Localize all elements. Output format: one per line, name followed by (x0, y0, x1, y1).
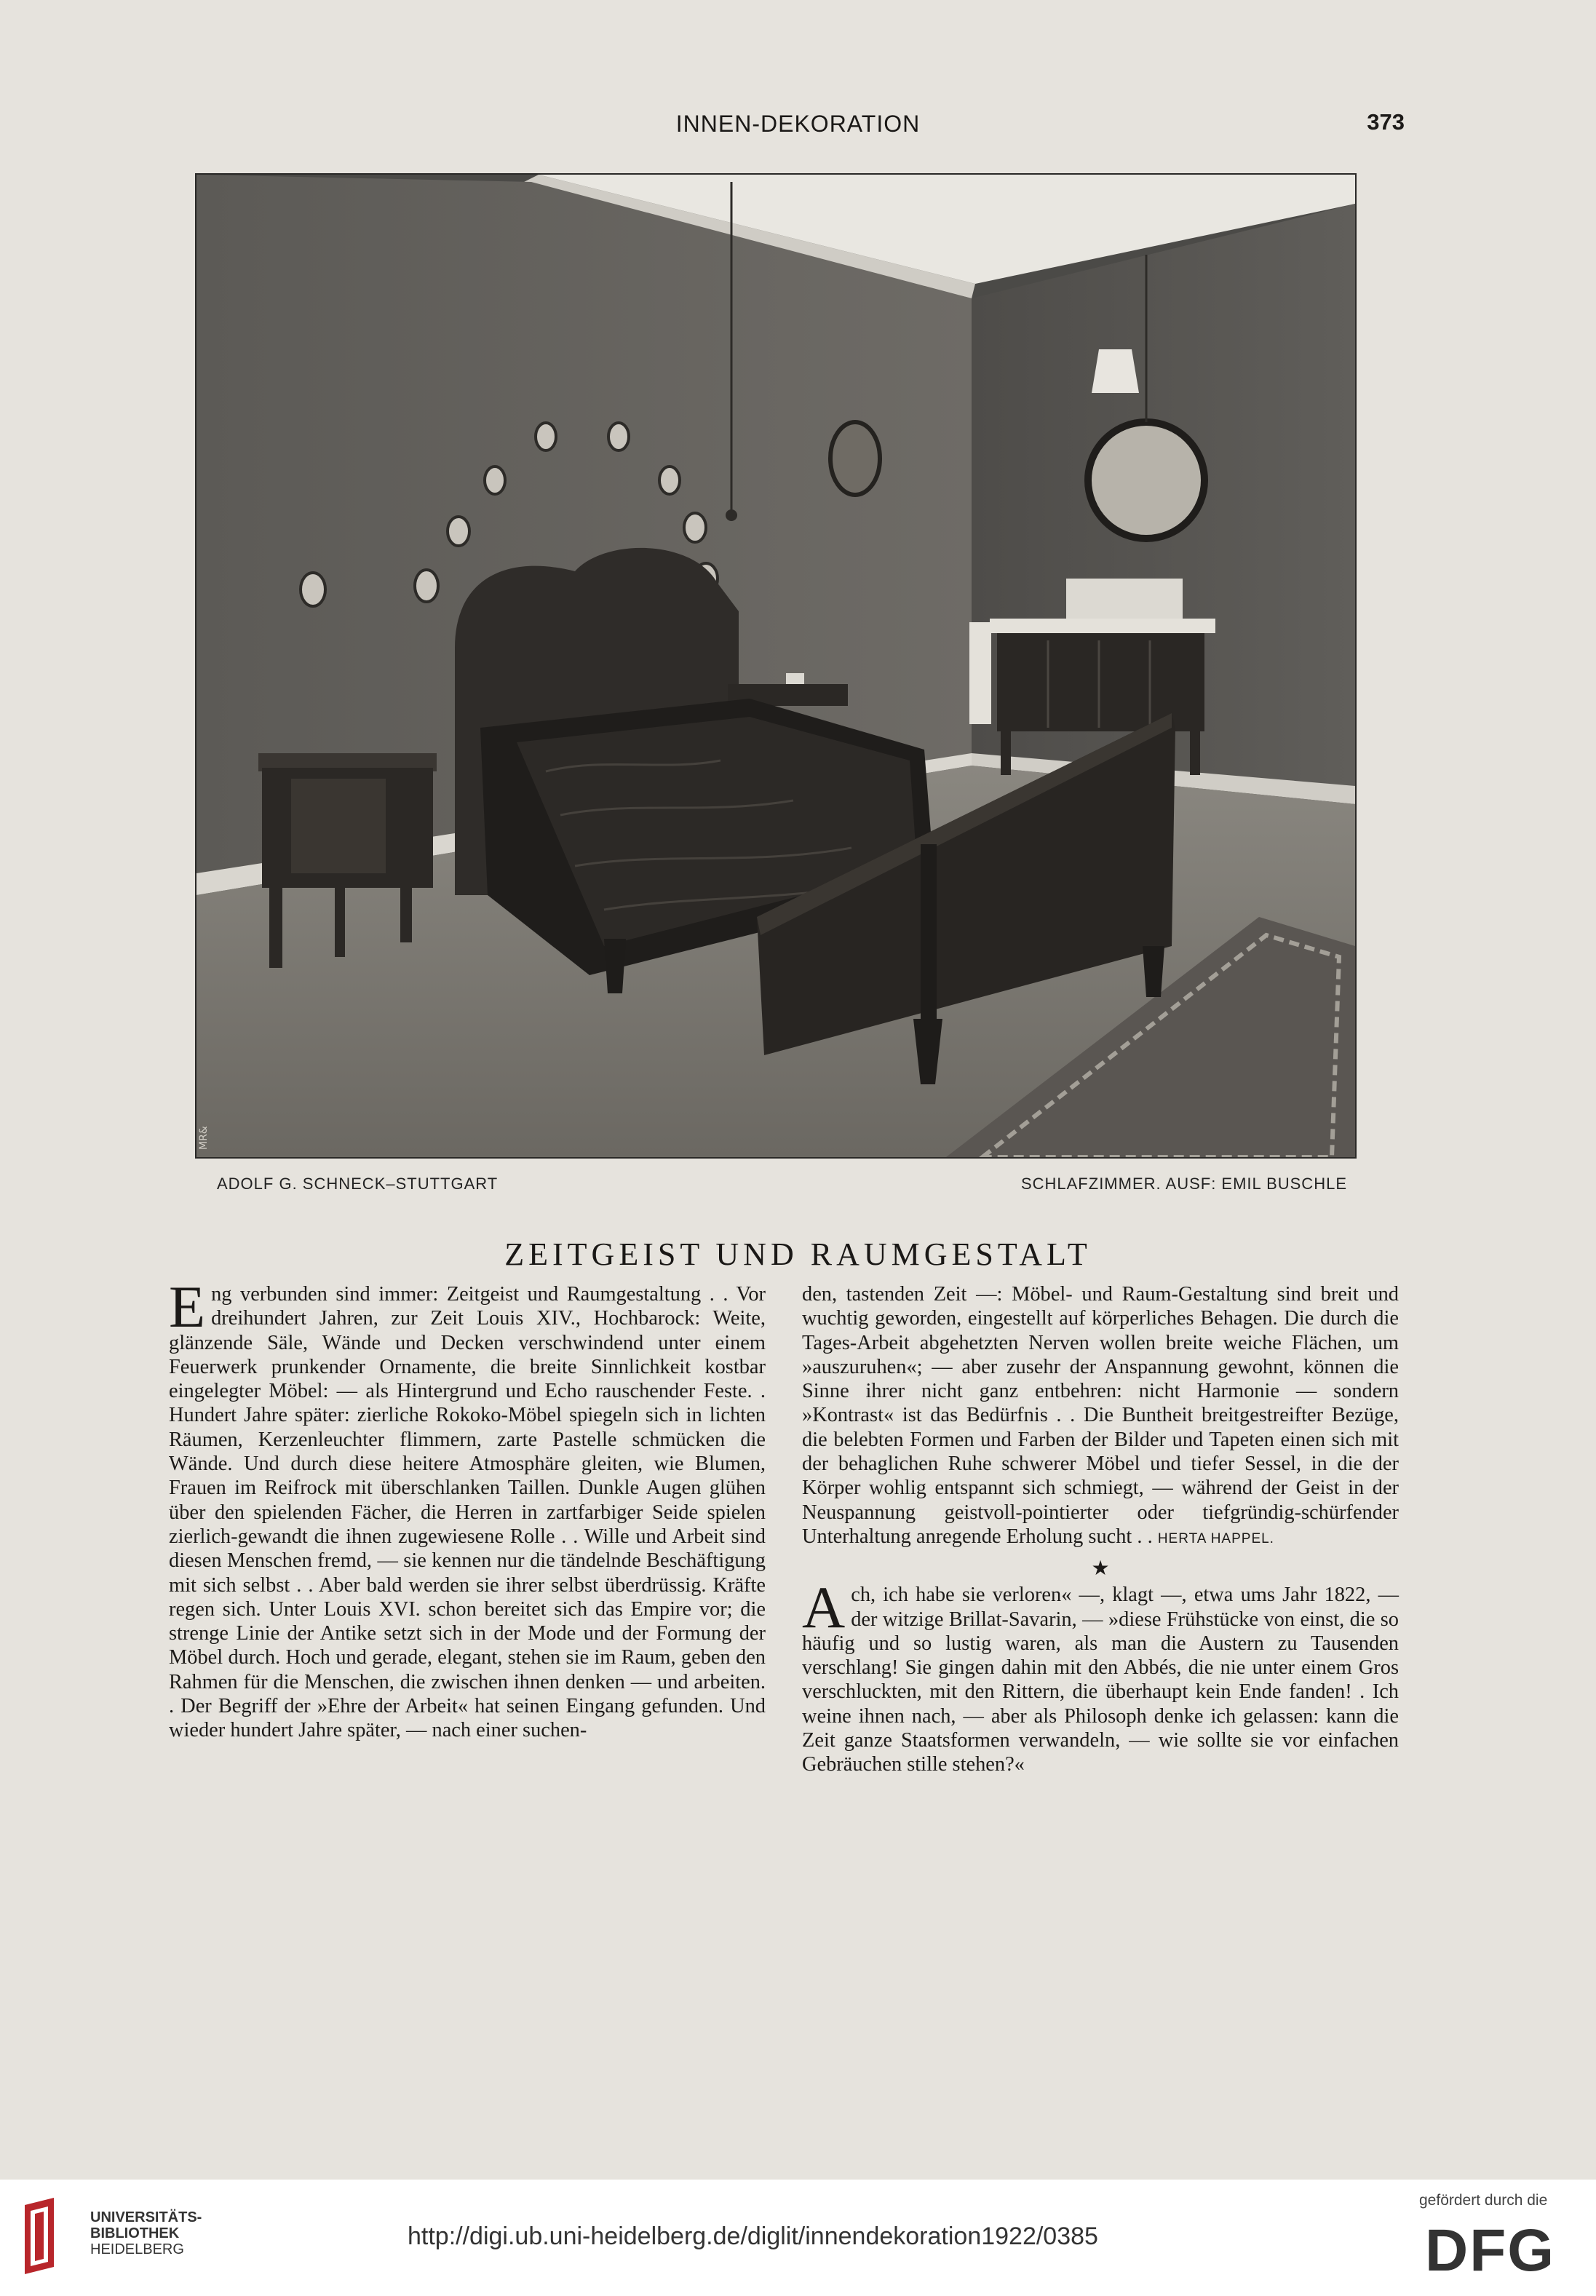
library-logo-icon (17, 2198, 79, 2278)
photo-mark: MR& (198, 1126, 210, 1150)
library-name: UNIVERSITÄTS- BIBLIOTHEK HEIDELBERG (90, 2209, 202, 2257)
section-separator: ★ (1091, 1557, 1110, 1581)
photo-caption-designer: ADOLF G. SCHNECK–STUTTGART (217, 1175, 499, 1193)
dropcap-a: A (802, 1574, 846, 1641)
bedroom-photograph (196, 175, 1355, 1157)
dropcap-e: E (169, 1274, 206, 1340)
article-column-left (169, 1274, 766, 1743)
article-headline: ZEITGEIST UND RAUMGESTALT (504, 1236, 1092, 1272)
author-signature: HERTA HAPPEL. (1157, 1530, 1274, 1546)
dfg-logo: DFG (1425, 2217, 1556, 2284)
funding-note: gefördert durch die (1419, 2192, 1548, 2209)
running-title: INNEN-DEKORATION (675, 111, 921, 137)
photo-caption-room: SCHLAFZIMMER. AUSF: EMIL BUSCHLE (1020, 1175, 1347, 1193)
bedroom-photo-drawing (196, 175, 1355, 1157)
article-column-right (802, 1282, 1399, 1777)
source-url-link[interactable]: http://digi.ub.uni-heidelberg.de/diglit/innendekoration1922/0385 (408, 2222, 1098, 2250)
page-number: 373 (1367, 109, 1405, 135)
article-text-part1: ng verbunden sind immer: Zeitgeist und Raumgestaltung . . Vor dreihundert Jahren, zur Zeit Louis XIV., Hochbarock: Weite, glänzende Säle, Wände und Decken verschwindend unter einem Feuerwerk prunkender Ornamente, die breite Sinnlichkeit kostbar eingelegter Möbel: — als Hintergrund und Echo rauschender Feste. . Hundert Jahre später: zierliche Rokoko-Möbel spiegeln sich in lichten Räumen, Kerzenleuchter flimmern, zarte Pastelle schmücken die Wände. Und durch diese heitere Atmosphäre gleiten, wie Blumen, Frauen im Reifrock mit überschlanken Taillen. Dunkle Augen glühen über den spielenden Fächer, die Herren in zartfarbiger Seide spielen zierlich-gewandt die ihnen zugewiesene Rolle . . Wille und Arbeit sind diesen Menschen fremd, — sie kennen nur die tändelnde Beschäftigung mit sich selbst . . Aber bald werden sie ihrer selbst überdrüssig. Kräfte regen sich. Unter Louis XVI. schon bereitet sich das Empire vor; die strenge Linie der Antike setzt sich in der Mode und der Formung der Möbel durch. Hoch und gerade, elegant, stehen sie im Raum, geben den Rahmen für die Menschen, die zwischen ihnen denken — und arbeiten. . Der Begriff der »Ehre der Arbeit« hat seinen Eingang gefunden. Und wieder hundert Jahre später, — nach einer suchen- (169, 1283, 766, 1742)
article-text-part3: ch, ich habe sie verloren« —, klagt —, etwa ums Jahr 1822, — der witzige Brillat-Savarin, — »diese Frühstücke von einst, die so häufig und so lustig waren, als man die Austern zu Tausenden verschlang! Sie gingen dahin mit den Abbés, die nie unter einem Gros verschluckten, mit den Rittern, die überhaupt kein Ende fanden! . Ich weine ihnen nach, — aber als Philosoph denke ich gelassen: kann die Zeit ganze Staatsformen verwandeln, — wie sollte sie vor einfachen Gebräuchen stille stehen?« (802, 1584, 1399, 1776)
article-text-part2: den, tastenden Zeit —: Möbel- und Raum-Gestaltung sind breit und wuchtig geworden, eingestellt auf körperliches Behagen. Die durch die Tages-Arbeit abgehetzten Nerven wollen breite weiche Flächen, um »auszuruhen«; — aber zusehr der Anspannung gewohnt, können die Sinne ihrer nicht ganz entbehren: nicht Harmonie — sondern »Kontrast« ist das Bedürfnis . . Die Buntheit breitgestreifter Bezüge, die belebten Formen und Farben der Bilder und Tapeten einen sich mit der behaglichen Ruhe schwerer Möbel und tiefer Sessel, in die der Körper wohlig entspannt sich schmiegt, — während der Geist in der Neuspannung geistvoll-pointierter oder tiefgründig-schürfender Unterhaltung anregende Erholung sucht . . (802, 1283, 1399, 1548)
